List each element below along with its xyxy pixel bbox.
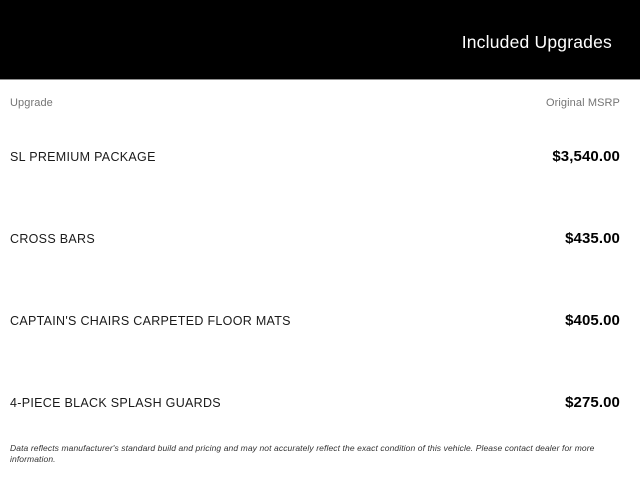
table-column-headers [10, 96, 620, 110]
header-banner [0, 0, 640, 80]
column-header-msrp: Original MSRP [545, 97, 620, 109]
upgrade-name: 4-PIECE BLACK SPLASH GUARDS [10, 396, 221, 410]
table-row [10, 230, 620, 248]
table-row [10, 394, 620, 412]
upgrade-price: $435.00 [565, 230, 620, 247]
upgrade-name: CAPTAIN'S CHAIRS CARPETED FLOOR MATS [10, 314, 291, 328]
upgrade-name: CROSS BARS [10, 232, 95, 246]
upgrade-price: $3,540.00 [552, 148, 620, 165]
upgrade-name: SL PREMIUM PACKAGE [10, 150, 156, 164]
upgrade-price: $275.00 [565, 394, 620, 411]
upgrade-price: $405.00 [565, 312, 620, 329]
table-row [10, 312, 620, 330]
upgrades-table [0, 96, 640, 465]
disclaimer-text: Data reflects manufacturer's standard build and pricing and may not accurately reflect the exact condition of this vehicle. Please contact dealer for more information. [10, 443, 595, 464]
table-row [10, 148, 620, 166]
column-header-upgrade: Upgrade [10, 97, 53, 109]
page-title: Included Upgrades [461, 31, 612, 52]
